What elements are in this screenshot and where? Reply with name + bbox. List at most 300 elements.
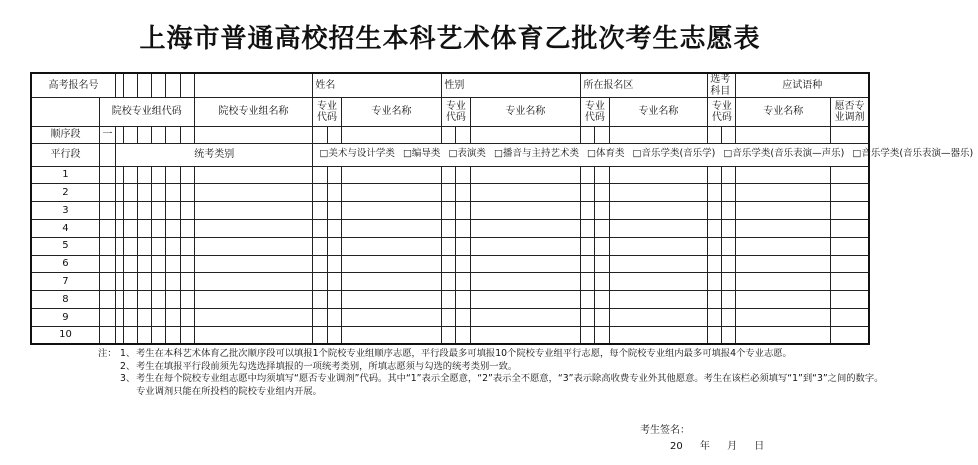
entry-cell[interactable] <box>609 291 708 309</box>
entry-cell[interactable] <box>722 184 736 202</box>
entry-cell[interactable] <box>470 291 581 309</box>
note-number: 1、 <box>120 348 136 359</box>
entry-cell[interactable] <box>180 237 194 255</box>
entry-cell[interactable] <box>341 255 442 273</box>
entry-cell[interactable] <box>581 219 595 237</box>
entry-cell[interactable] <box>138 202 152 220</box>
entry-cell[interactable] <box>470 166 581 184</box>
seq-cell[interactable] <box>180 126 194 143</box>
entry-cell[interactable] <box>609 255 708 273</box>
category-option[interactable]: □表演类 <box>448 148 486 160</box>
entry-cell[interactable] <box>722 255 736 273</box>
entry-cell[interactable] <box>341 273 442 291</box>
group-code-header: 院校专业组代码 <box>99 98 194 126</box>
entry-cell[interactable] <box>327 308 341 326</box>
parallel-row <box>31 326 869 344</box>
entry-cell[interactable] <box>341 184 442 202</box>
notes-prefix: 注： <box>98 348 117 359</box>
notes-block <box>98 348 888 398</box>
entry-cell[interactable] <box>313 255 327 273</box>
entry-cell[interactable] <box>831 255 869 273</box>
entry-cell[interactable] <box>327 166 341 184</box>
seq-cell[interactable] <box>581 126 595 143</box>
seq-cell[interactable] <box>327 126 341 143</box>
entry-cell[interactable] <box>180 308 194 326</box>
note-text: 考生在填报平行段前须先勾选选择填报的一项统考类别，所填志愿须与勾选的统考类别一致。 <box>136 360 518 372</box>
entry-cell[interactable] <box>581 166 595 184</box>
entry-cell[interactable] <box>595 291 609 309</box>
entry-cell[interactable] <box>456 291 470 309</box>
entry-cell[interactable] <box>831 202 869 220</box>
entry-cell[interactable] <box>138 166 152 184</box>
entry-cell[interactable] <box>341 308 442 326</box>
entry-cell[interactable] <box>831 237 869 255</box>
entry-cell[interactable] <box>313 184 327 202</box>
entry-cell[interactable] <box>327 326 341 344</box>
entry-cell[interactable] <box>116 219 124 237</box>
blank-cell <box>31 98 99 126</box>
seq-cell[interactable] <box>456 126 470 143</box>
entry-cell[interactable] <box>442 326 456 344</box>
major-code-header-3: 专业代码 <box>581 98 609 126</box>
entry-cell[interactable] <box>116 166 124 184</box>
entry-cell[interactable] <box>138 237 152 255</box>
entry-cell[interactable] <box>327 219 341 237</box>
entry-cell[interactable] <box>831 219 869 237</box>
major-code-header-2: 专业代码 <box>442 98 470 126</box>
entry-cell[interactable] <box>313 273 327 291</box>
entry-cell[interactable] <box>456 326 470 344</box>
entry-cell[interactable] <box>152 237 166 255</box>
entry-cell[interactable] <box>99 255 115 273</box>
entry-cell[interactable] <box>581 202 595 220</box>
entry-cell[interactable] <box>116 326 124 344</box>
exam-no-digit[interactable] <box>138 73 152 98</box>
entry-cell[interactable] <box>116 255 124 273</box>
entry-cell[interactable] <box>442 291 456 309</box>
entry-cell[interactable] <box>736 166 831 184</box>
language-label: 应试语种 <box>736 73 869 98</box>
entry-cell[interactable] <box>708 219 722 237</box>
entry-cell[interactable] <box>180 255 194 273</box>
major-name-header-4: 专业名称 <box>736 98 831 126</box>
entry-cell[interactable] <box>831 184 869 202</box>
entry-cell[interactable] <box>609 273 708 291</box>
entry-cell[interactable] <box>736 184 831 202</box>
entry-cell[interactable] <box>442 273 456 291</box>
seq-cell[interactable] <box>124 126 138 143</box>
entry-cell[interactable] <box>313 202 327 220</box>
entry-cell[interactable] <box>152 184 166 202</box>
exam-no-rest[interactable] <box>194 73 313 98</box>
category-option[interactable]: □音乐学类(音乐表演—声乐) <box>723 148 845 160</box>
date-line: 20 年 月 日 <box>670 441 765 452</box>
parallel-row <box>31 308 869 326</box>
entry-cell[interactable] <box>99 291 115 309</box>
entry-cell[interactable] <box>470 326 581 344</box>
parallel-row <box>31 184 869 202</box>
entry-cell[interactable] <box>194 308 313 326</box>
exam-no-digit[interactable] <box>152 73 166 98</box>
application-form-table <box>30 72 974 345</box>
entry-cell[interactable] <box>595 166 609 184</box>
entry-cell[interactable] <box>138 308 152 326</box>
entry-cell[interactable] <box>99 166 115 184</box>
entry-cell[interactable] <box>722 326 736 344</box>
entry-cell[interactable] <box>456 237 470 255</box>
seq-cell[interactable] <box>152 126 166 143</box>
entry-cell[interactable] <box>99 273 115 291</box>
entry-cell[interactable] <box>609 184 708 202</box>
entry-cell[interactable] <box>442 219 456 237</box>
entry-cell[interactable] <box>124 219 138 237</box>
entry-cell[interactable] <box>180 166 194 184</box>
note-item <box>98 361 888 374</box>
entry-cell[interactable] <box>152 255 166 273</box>
info-row <box>31 73 869 98</box>
entry-cell[interactable] <box>341 202 442 220</box>
seq-cell[interactable] <box>313 126 327 143</box>
entry-cell[interactable] <box>708 184 722 202</box>
entry-cell[interactable] <box>456 219 470 237</box>
entry-cell[interactable] <box>595 273 609 291</box>
seq-cell[interactable] <box>595 126 609 143</box>
entry-cell[interactable] <box>180 184 194 202</box>
name-label: 姓名 <box>313 73 442 98</box>
entry-cell[interactable] <box>470 237 581 255</box>
entry-cell[interactable] <box>470 202 581 220</box>
entry-cell[interactable] <box>152 326 166 344</box>
entry-cell[interactable] <box>456 273 470 291</box>
parallel-row <box>31 166 869 184</box>
entry-cell[interactable] <box>442 202 456 220</box>
entry-cell[interactable] <box>99 202 115 220</box>
entry-cell[interactable] <box>708 237 722 255</box>
subject-label: 选考科目 <box>708 73 736 98</box>
entry-cell[interactable] <box>152 166 166 184</box>
entry-cell[interactable] <box>442 255 456 273</box>
entry-cell[interactable] <box>708 326 722 344</box>
entry-cell[interactable] <box>152 202 166 220</box>
entry-cell[interactable] <box>124 308 138 326</box>
entry-cell[interactable] <box>99 219 115 237</box>
entry-cell[interactable] <box>442 184 456 202</box>
entry-cell[interactable] <box>166 273 180 291</box>
row-number: 1 <box>31 166 99 184</box>
entry-cell[interactable] <box>456 166 470 184</box>
entry-cell[interactable] <box>138 255 152 273</box>
entry-cell[interactable] <box>609 308 708 326</box>
entry-cell[interactable] <box>581 237 595 255</box>
entry-cell[interactable] <box>124 255 138 273</box>
category-options <box>313 144 974 166</box>
exam-no-digit[interactable] <box>166 73 180 98</box>
entry-cell[interactable] <box>327 184 341 202</box>
entry-cell[interactable] <box>194 255 313 273</box>
entry-cell[interactable] <box>722 237 736 255</box>
category-option[interactable]: □音乐学类(音乐表演—器乐) <box>852 148 974 160</box>
sequence-index: 一 <box>99 126 115 143</box>
entry-cell[interactable] <box>166 166 180 184</box>
entry-cell[interactable] <box>341 237 442 255</box>
exam-no-digit[interactable] <box>124 73 138 98</box>
entry-cell[interactable] <box>194 291 313 309</box>
entry-cell[interactable] <box>194 166 313 184</box>
entry-cell[interactable] <box>609 237 708 255</box>
entry-cell[interactable] <box>180 219 194 237</box>
row-number: 6 <box>31 255 99 273</box>
signature-label: 考生签名： <box>640 425 690 436</box>
entry-cell[interactable] <box>99 237 115 255</box>
note-text: 考生在每个院校专业组志愿中均须填写“愿否专业调剂”代码。其中“1”表示全愿意，“2”表示全不愿意，“3”表示除高收费专业外其他愿意。考生在该栏必须填写“1”到“3”之间的数字。专业调剂只能在所投档的院校专业组内开展。 <box>136 373 884 397</box>
row-number: 5 <box>31 237 99 255</box>
entry-cell[interactable] <box>116 202 124 220</box>
parallel-row <box>31 255 869 273</box>
major-code-header-1: 专业代码 <box>313 98 341 126</box>
entry-cell[interactable] <box>99 184 115 202</box>
category-option[interactable]: □编导类 <box>402 148 441 160</box>
row-number: 9 <box>31 308 99 326</box>
seq-cell[interactable] <box>609 126 708 143</box>
entry-cell[interactable] <box>722 166 736 184</box>
entry-cell[interactable] <box>194 237 313 255</box>
entry-cell[interactable] <box>99 326 115 344</box>
entry-cell[interactable] <box>736 308 831 326</box>
category-option[interactable]: □音乐学类(音乐学) <box>632 148 716 160</box>
entry-cell[interactable] <box>595 326 609 344</box>
entry-cell[interactable] <box>327 237 341 255</box>
seq-cell[interactable] <box>138 126 152 143</box>
entry-cell[interactable] <box>736 255 831 273</box>
entry-cell[interactable] <box>116 273 124 291</box>
entry-cell[interactable] <box>736 237 831 255</box>
entry-cell[interactable] <box>831 166 869 184</box>
entry-cell[interactable] <box>194 202 313 220</box>
entry-cell[interactable] <box>180 326 194 344</box>
entry-cell[interactable] <box>166 291 180 309</box>
entry-cell[interactable] <box>313 237 327 255</box>
entry-cell[interactable] <box>138 273 152 291</box>
entry-cell[interactable] <box>194 273 313 291</box>
entry-cell[interactable] <box>595 255 609 273</box>
entry-cell[interactable] <box>708 273 722 291</box>
entry-cell[interactable] <box>831 291 869 309</box>
entry-cell[interactable] <box>166 308 180 326</box>
entry-cell[interactable] <box>736 326 831 344</box>
sequence-label: 顺序段 <box>31 126 99 143</box>
parallel-row <box>31 291 869 309</box>
entry-cell[interactable] <box>116 184 124 202</box>
entry-cell[interactable] <box>138 219 152 237</box>
entry-cell[interactable] <box>313 291 327 309</box>
entry-cell[interactable] <box>124 291 138 309</box>
seq-cell[interactable] <box>166 126 180 143</box>
entry-cell[interactable] <box>708 308 722 326</box>
group-name-header: 院校专业组名称 <box>194 98 313 126</box>
entry-cell[interactable] <box>609 166 708 184</box>
entry-cell[interactable] <box>722 273 736 291</box>
entry-cell[interactable] <box>708 291 722 309</box>
seq-cell[interactable] <box>722 126 736 143</box>
entry-cell[interactable] <box>456 255 470 273</box>
entry-cell[interactable] <box>722 219 736 237</box>
entry-cell[interactable] <box>609 202 708 220</box>
seq-cell[interactable] <box>194 126 313 143</box>
entry-cell[interactable] <box>124 166 138 184</box>
entry-cell[interactable] <box>581 308 595 326</box>
entry-cell[interactable] <box>327 291 341 309</box>
entry-cell[interactable] <box>595 219 609 237</box>
entry-cell[interactable] <box>470 184 581 202</box>
entry-cell[interactable] <box>722 291 736 309</box>
entry-cell[interactable] <box>166 202 180 220</box>
entry-cell[interactable] <box>736 202 831 220</box>
note-item <box>98 373 888 398</box>
entry-cell[interactable] <box>116 308 124 326</box>
note-number: 2、 <box>120 360 136 372</box>
entry-cell[interactable] <box>180 291 194 309</box>
entry-cell[interactable] <box>124 326 138 344</box>
seq-cell[interactable] <box>470 126 581 143</box>
entry-cell[interactable] <box>166 237 180 255</box>
note-item <box>98 348 888 361</box>
entry-cell[interactable] <box>736 219 831 237</box>
category-option[interactable]: □美术与设计学类 <box>319 148 395 160</box>
entry-cell[interactable] <box>313 166 327 184</box>
entry-cell[interactable] <box>831 326 869 344</box>
entry-cell[interactable] <box>470 255 581 273</box>
entry-cell[interactable] <box>470 308 581 326</box>
entry-cell[interactable] <box>341 219 442 237</box>
entry-cell[interactable] <box>708 166 722 184</box>
adjust-header: 愿否专业调剂 <box>831 98 869 126</box>
entry-cell[interactable] <box>595 308 609 326</box>
entry-cell[interactable] <box>166 255 180 273</box>
parallel-row <box>31 273 869 291</box>
seq-cell[interactable] <box>442 126 456 143</box>
entry-cell[interactable] <box>456 202 470 220</box>
entry-cell[interactable] <box>180 202 194 220</box>
exam-no-digit[interactable] <box>116 73 124 98</box>
entry-cell[interactable] <box>327 202 341 220</box>
entry-cell[interactable] <box>595 237 609 255</box>
entry-cell[interactable] <box>595 184 609 202</box>
entry-cell[interactable] <box>708 202 722 220</box>
category-row <box>31 144 869 166</box>
entry-cell[interactable] <box>166 184 180 202</box>
row-number: 10 <box>31 326 99 344</box>
row-number: 2 <box>31 184 99 202</box>
entry-cell[interactable] <box>194 219 313 237</box>
category-option[interactable]: □播音与主持艺术类 <box>493 148 579 160</box>
entry-cell[interactable] <box>609 326 708 344</box>
entry-cell[interactable] <box>736 273 831 291</box>
entry-cell[interactable] <box>831 308 869 326</box>
entry-cell[interactable] <box>722 202 736 220</box>
entry-cell[interactable] <box>99 308 115 326</box>
entry-cell[interactable] <box>341 166 442 184</box>
note-text: 考生在本科艺术体育乙批次顺序段可以填报1个院校专业组顺序志愿，平行段最多可填报10个院校专业组平行志愿，每个院校专业组内最多可填报4个专业志愿。 <box>136 348 792 359</box>
entry-cell[interactable] <box>442 237 456 255</box>
entry-cell[interactable] <box>138 184 152 202</box>
exam-no-digit[interactable] <box>180 73 194 98</box>
entry-cell[interactable] <box>116 237 124 255</box>
district-label: 所在报名区 <box>581 73 708 98</box>
entry-cell[interactable] <box>138 326 152 344</box>
entry-cell[interactable] <box>124 237 138 255</box>
entry-cell[interactable] <box>581 326 595 344</box>
row-number: 4 <box>31 219 99 237</box>
entry-cell[interactable] <box>313 326 327 344</box>
entry-cell[interactable] <box>152 219 166 237</box>
row-number: 7 <box>31 273 99 291</box>
entry-cell[interactable] <box>124 273 138 291</box>
entry-cell[interactable] <box>194 326 313 344</box>
seq-cell[interactable] <box>831 126 869 143</box>
seq-cell[interactable] <box>341 126 442 143</box>
entry-cell[interactable] <box>581 291 595 309</box>
entry-cell[interactable] <box>470 273 581 291</box>
entry-cell[interactable] <box>180 273 194 291</box>
entry-cell[interactable] <box>456 308 470 326</box>
entry-cell[interactable] <box>456 184 470 202</box>
entry-cell[interactable] <box>327 273 341 291</box>
entry-cell[interactable] <box>152 291 166 309</box>
entry-cell[interactable] <box>442 166 456 184</box>
entry-cell[interactable] <box>581 273 595 291</box>
entry-cell[interactable] <box>327 255 341 273</box>
entry-cell[interactable] <box>722 308 736 326</box>
header-row <box>31 98 869 126</box>
entry-cell[interactable] <box>609 219 708 237</box>
entry-cell[interactable] <box>116 291 124 309</box>
parallel-row <box>31 237 869 255</box>
entry-cell[interactable] <box>341 291 442 309</box>
major-name-header-3: 专业名称 <box>609 98 708 126</box>
entry-cell[interactable] <box>124 184 138 202</box>
entry-cell[interactable] <box>194 184 313 202</box>
major-name-header-2: 专业名称 <box>470 98 581 126</box>
parallel-spacer <box>99 144 115 166</box>
seq-cell[interactable] <box>116 126 124 143</box>
entry-cell[interactable] <box>152 273 166 291</box>
entry-cell[interactable] <box>581 184 595 202</box>
entry-cell[interactable] <box>166 326 180 344</box>
row-number: 3 <box>31 202 99 220</box>
entry-cell[interactable] <box>166 219 180 237</box>
entry-cell[interactable] <box>442 308 456 326</box>
parallel-row <box>31 202 869 220</box>
entry-cell[interactable] <box>152 308 166 326</box>
category-option[interactable]: □体育类 <box>586 148 625 160</box>
seq-cell[interactable] <box>736 126 831 143</box>
entry-cell[interactable] <box>736 291 831 309</box>
category-label: 统考类别 <box>116 144 313 166</box>
entry-cell[interactable] <box>313 219 327 237</box>
entry-cell[interactable] <box>124 202 138 220</box>
gender-label: 性别 <box>442 73 581 98</box>
entry-cell[interactable] <box>470 219 581 237</box>
entry-cell[interactable] <box>341 326 442 344</box>
entry-cell[interactable] <box>581 255 595 273</box>
form-title: 上海市普通高校招生本科艺术体育乙批次考生志愿表 <box>139 24 761 54</box>
entry-cell[interactable] <box>138 291 152 309</box>
entry-cell[interactable] <box>595 202 609 220</box>
entry-cell[interactable] <box>831 273 869 291</box>
entry-cell[interactable] <box>708 255 722 273</box>
seq-cell[interactable] <box>708 126 722 143</box>
entry-cell[interactable] <box>313 308 327 326</box>
